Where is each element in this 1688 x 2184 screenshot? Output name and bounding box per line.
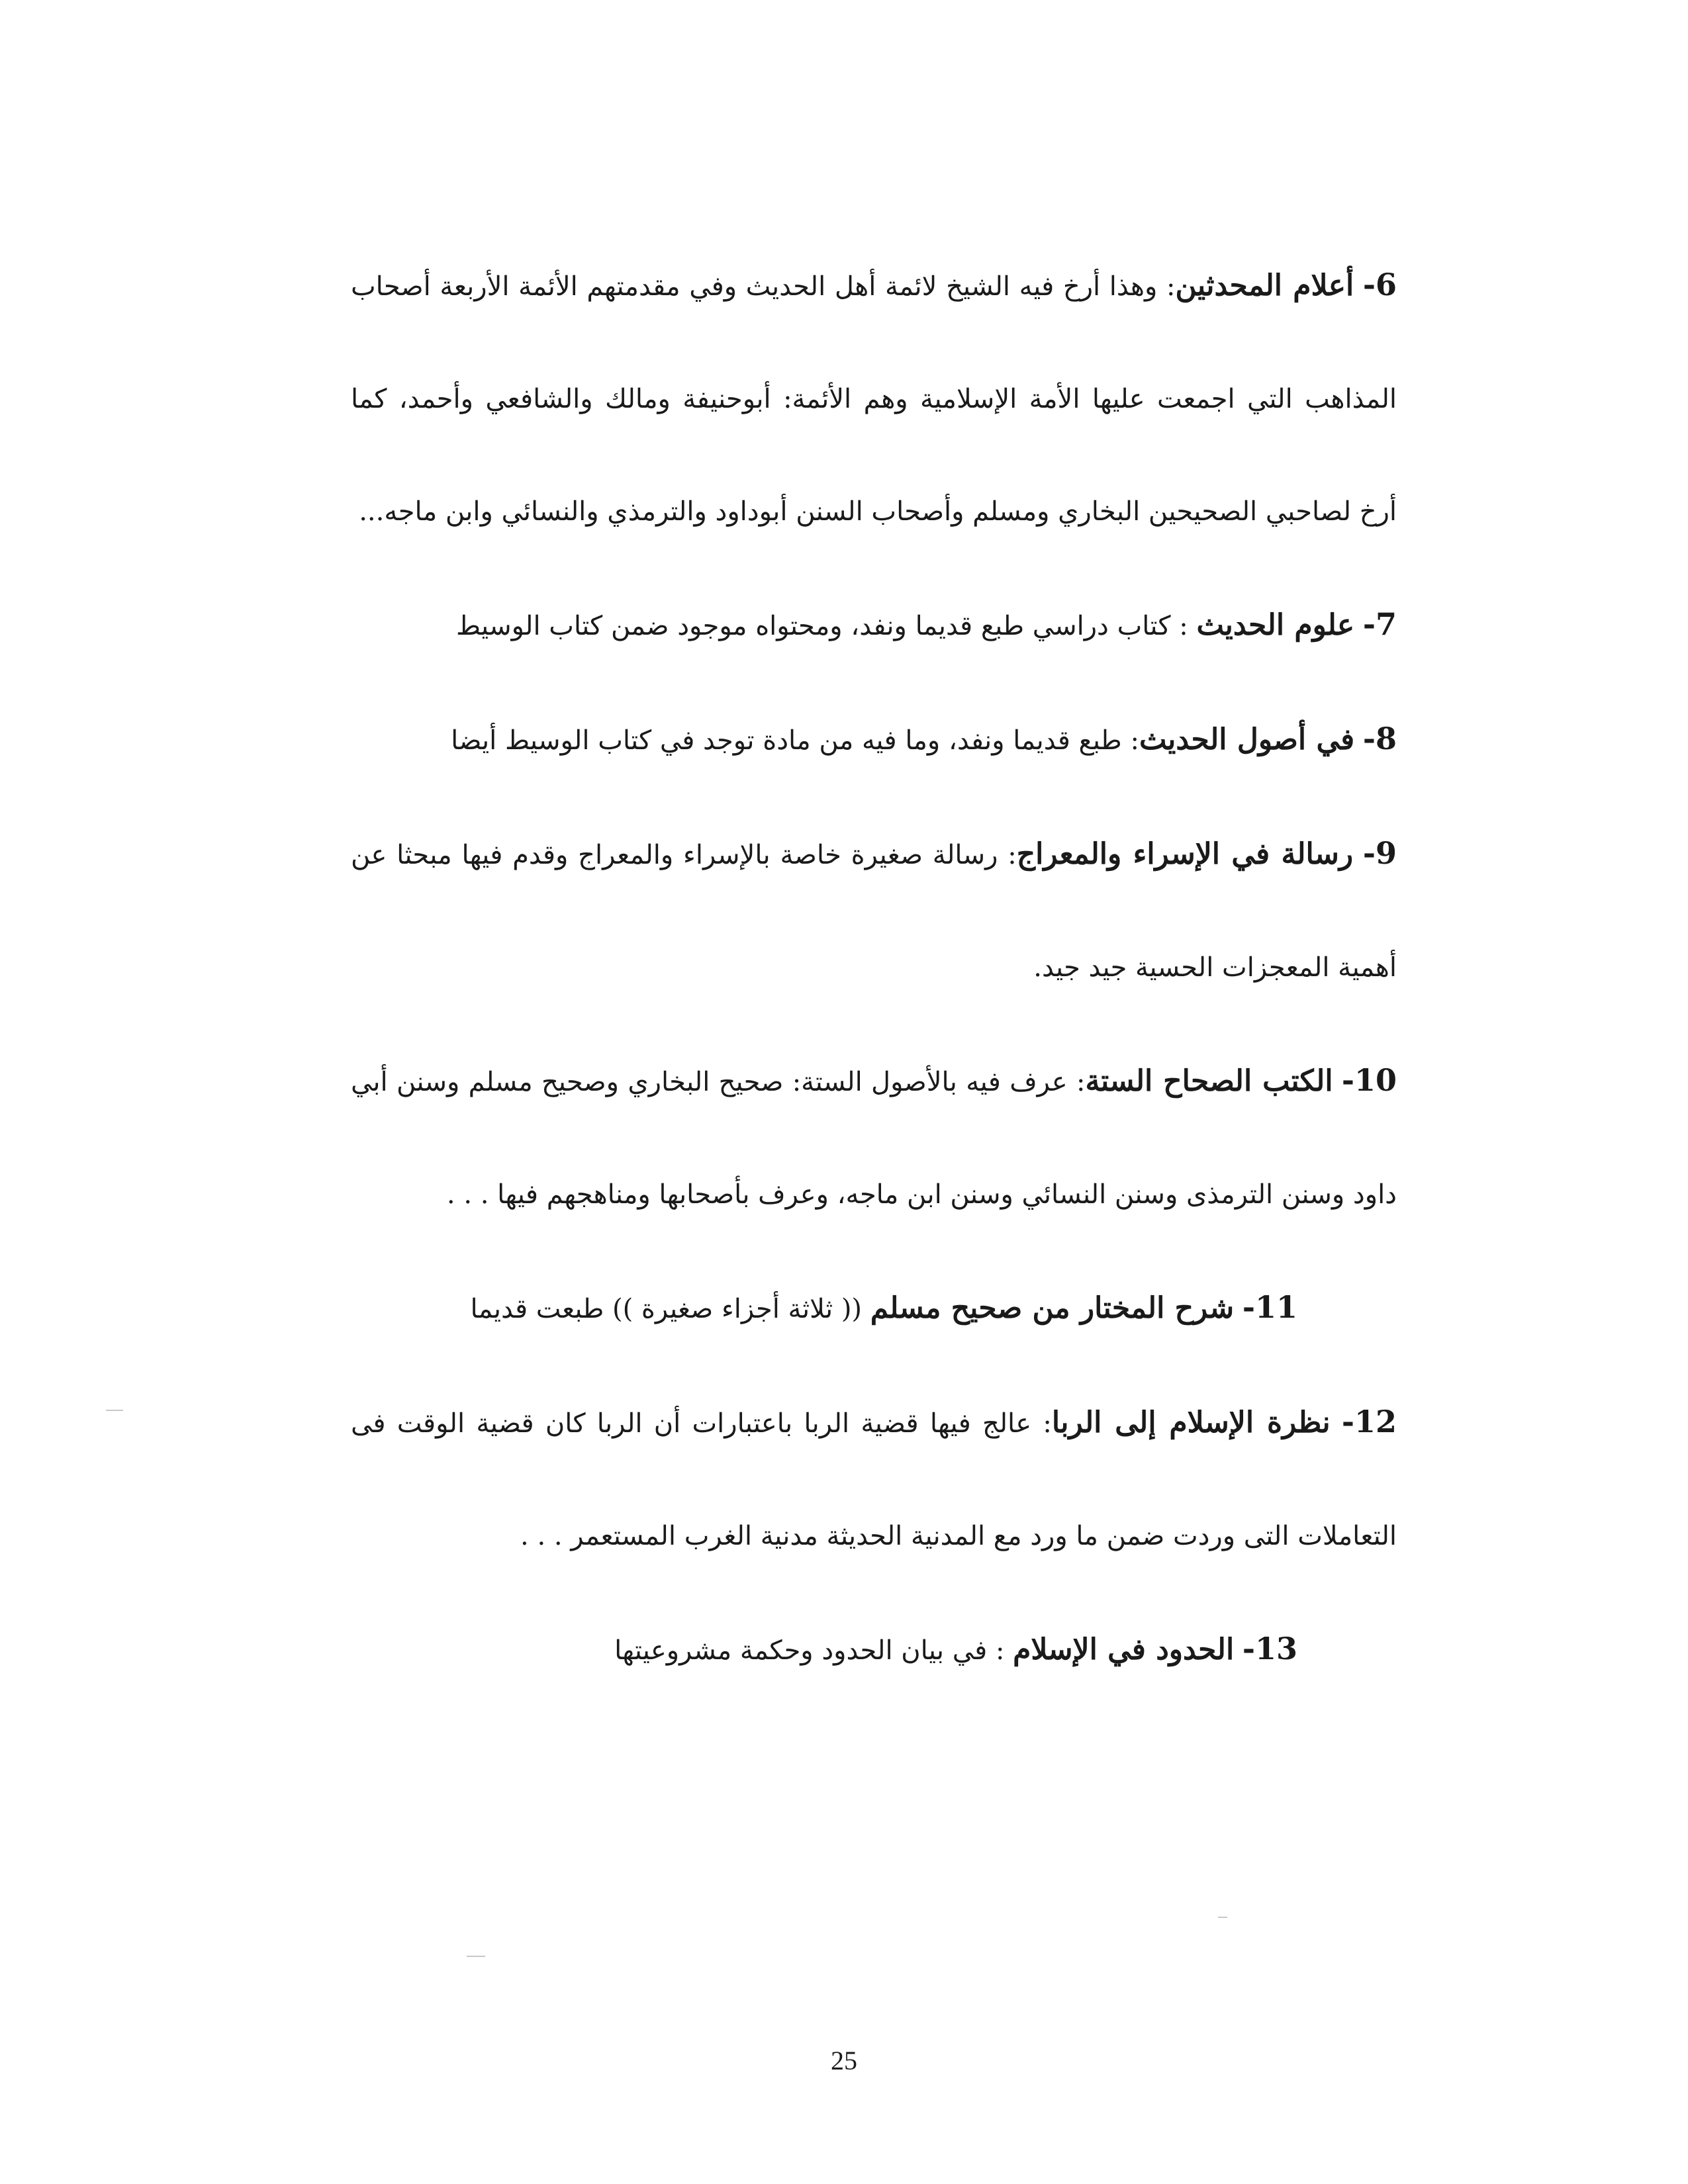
scan-speck [106,1410,123,1411]
entry-body: وهذا أرخ فيه الشيخ لائمة أهل الحديث وفي مقدمتهم الأئمة الأربعة أصحاب المذاهب التي اجمعت عليها الأمة الإسلامية وهم الأئمة: أبوحنيفة ومالك والشافعي وأحمد، كما أرخ لصاحبي الصحيحين البخاري ومسلم وأصحاب السنن أبوداود والترمذي والنسائي وابن ماجه... [351,271,1397,527]
entry-title: نظرة الإسلام إلى الربا [1051,1406,1331,1439]
entry-number: -13 [1242,1631,1297,1666]
list-item [351,1365,1397,1592]
page-number: 25 [831,2046,857,2075]
entry-body: في بيان الحدود وحكمة مشروعيتها [614,1635,988,1666]
entry-separator: : [1076,1067,1086,1097]
entry-number: -12 [1341,1404,1397,1439]
entry-number: -7 [1362,606,1397,642]
entry-body: كتاب دراسي طبع قديما ونفد، ومحتواه موجود ضمن كتاب الوسيط [456,611,1171,641]
list-item [351,797,1397,1024]
entry-title: أعلام المحدثين [1175,269,1354,302]
list-item [351,1251,1397,1365]
entry-body: طبع قديما ونفد، وما فيه من مادة توجد في كتاب الوسيط أيضا [451,725,1122,756]
entry-separator: : [1043,1408,1052,1439]
entry-title: علوم الحديث [1196,608,1355,642]
entry-separator: : [1166,271,1176,302]
entry-title: شرح المختار من صحيح مسلم [870,1291,1235,1325]
entry-body: رسالة صغيرة خاصة بالإسراء والمعراج وقدم فيها مبحثا عن أهمية المعجزات الحسية جيد جيد. [351,840,1397,983]
entry-title: الكتب الصحاح الستة [1085,1064,1333,1098]
list-item [351,568,1397,682]
list-item [351,228,1397,568]
entry-title: الحدود في الإسلام [1013,1633,1235,1666]
entry-separator: : [1179,611,1197,641]
entry-body: عرف فيه بالأصول الستة: صحيح البخاري وصحيح مسلم وسنن أبي داود وسنن الترمذى وسنن النسائي وسنن ابن ماجه، وعرف بأصحابها ومناهجهم فيها . . . [351,1067,1397,1210]
entry-separator: : [995,1635,1013,1666]
entries-list [351,228,1397,1707]
scan-speck [1218,1917,1227,1918]
list-item [351,1024,1397,1251]
entry-number: -8 [1362,721,1397,756]
entry-number: -9 [1362,835,1397,871]
entry-body: (( ثلاثة أجزاء صغيرة )) طبعت قديما [470,1294,863,1324]
entry-title: رسالة في الإسراء والمعراج [1016,837,1354,871]
scan-speck [467,1956,485,1957]
entry-number: -10 [1341,1062,1397,1098]
entry-number: -11 [1242,1289,1297,1325]
entry-separator: : [1008,840,1017,870]
entry-title: في أصول الحديث [1139,723,1355,756]
list-item [351,1592,1397,1707]
list-item [351,682,1397,797]
entry-body: عالج فيها قضية الربا باعتبارات أن الربا كان قضية الوقت فى التعاملات التى وردت ضمن ما ورد مع المدنية الحديثة مدنية الغرب المستعمر . . . [351,1408,1397,1551]
entry-separator: : [1130,725,1139,756]
entry-number: -6 [1362,267,1397,302]
